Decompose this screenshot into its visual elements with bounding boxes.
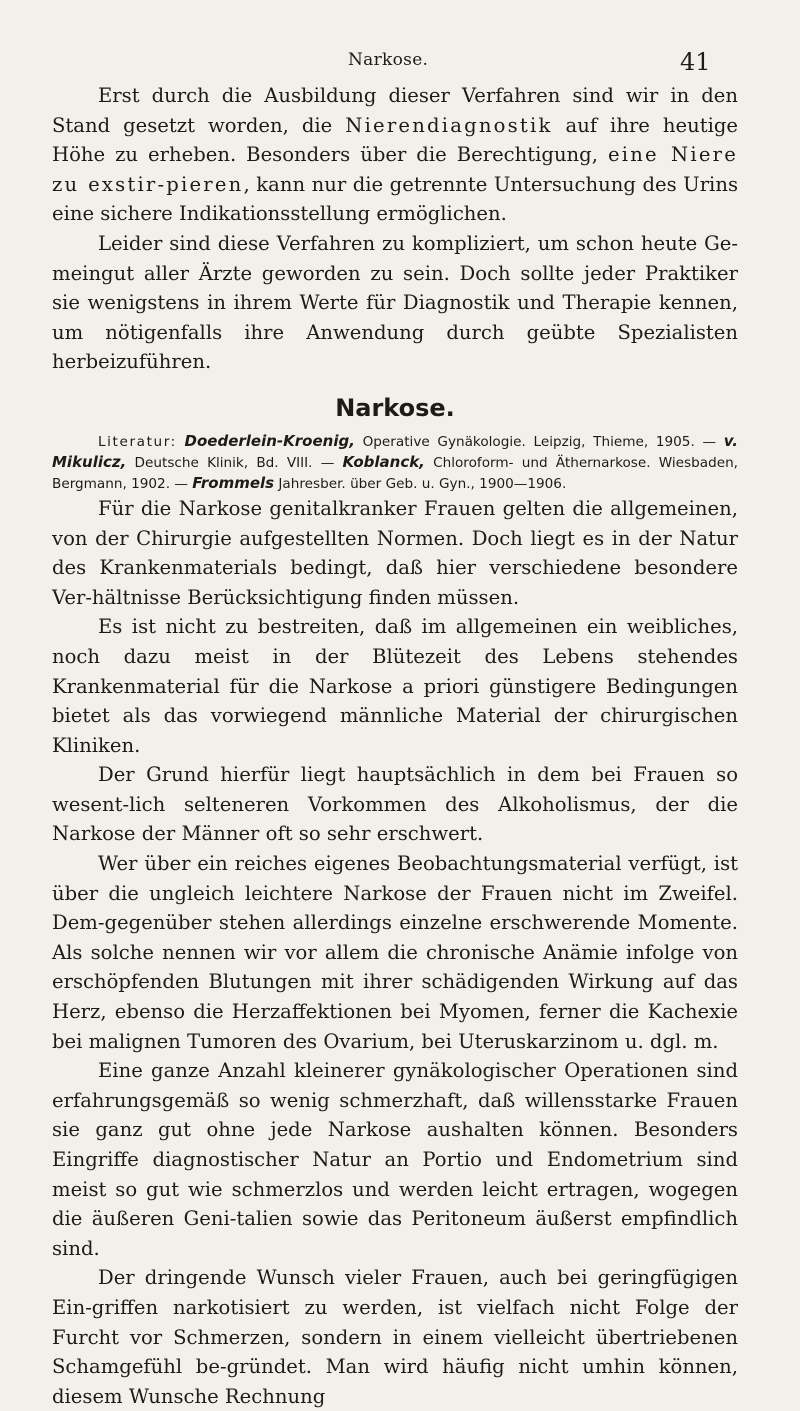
page-header [0, 46, 800, 80]
paragraph: Der Grund hierfür liegt hauptsächlich in dem bei Frauen so wesent-lich selteneren Vorkommen des Alkoholismus, der die Narkose der Männer oft so sehr erschwert. [52, 763, 738, 846]
literature-reference: Operative Gynäkologie. Leipzig, Thieme, 1905. — [354, 433, 724, 450]
text-run: Erst durch die Ausbildung dieser Verfahren sind wir in den Stand gesetzt worden, die [52, 84, 738, 137]
literature-reference: Deutsche Klinik, Bd. VIII. — [126, 454, 343, 471]
text-run: auf ihre heutige Höhe zu erheben. Besonders über die Berechtigung, [52, 113, 738, 167]
section-heading: Narkose. [335, 393, 455, 422]
paragraph-intro-1 [52, 81, 738, 229]
paragraph: Für die Narkose genitalkranker Frauen gelten die allgemeinen, von der Chirurgie aufgestellten Normen. Doch liegt es in der Natur des Krankenmaterials bedingt, daß hier verschiedene besondere Ver-hältnisse Berücksichtigung finden müssen. [52, 496, 738, 609]
spaced-term: eine Niere zu exstir-pieren [52, 143, 738, 196]
paragraph: Eine ganze Anzahl kleinerer gynäkologischer Operationen sind erfahrungsgemäß so wenig schmerzhaft, daß willensstarke Frauen sie ganz gut ohne jede Narkose aushalten können. Besonders Eingriffe diagnostischer Natur an Portio und Endometrium sind meist so gut wie schmerzlos und werden leicht ertragen, wogegen die äußeren Geni-talien sowie das Peritoneum äußerst empfindlich sind. [52, 1059, 738, 1260]
spaced-term: Nierendiagnostik [345, 113, 553, 137]
paragraph: Der dringende Wunsch vieler Frauen, auch bei geringfügigen Ein-griffen narkotisiert zu werden, ist vielfach nicht Folge der Furcht vor Schmerzen, sondern in einem vielleicht übertriebenen Schamgefühl be-gründet. Man wird häufig nicht umhin können, diesem Wunsche Rechnung [52, 1266, 738, 1408]
literature-reference: Chloroform- und Äthernarkose. Wiesbaden, Bergmann, 1902. — [52, 454, 739, 492]
page-number: 41 [680, 48, 711, 76]
literature-author: Frommels [192, 473, 275, 492]
literature-author: Koblanck, [342, 452, 425, 471]
literature-author: v. Mikulicz, [52, 431, 739, 471]
running-title: Narkose. [348, 50, 429, 70]
literature-reference: Jahresber. über Geb. u. Gyn., 1900—1906. [274, 475, 567, 492]
paragraph: Es ist nicht zu bestreiten, daß im allgemeinen ein weibliches, noch dazu meist in der Blütezeit des Lebens stehendes Krankenmaterial für die Narkose a priori günstigere Bedingungen bietet als das vorwiegend männliche Material der chirurgischen Kliniken. [52, 615, 738, 757]
body-text [52, 81, 738, 1411]
paragraph-intro-2: Leider sind diese Verfahren zu kompliziert, um schon heute Ge-meingut aller Ärzte geworden zu sein. Doch sollte jeder Praktiker sie wenigstens in ihrem Werte für Diagnostik und Therapie kennen, um nötigenfalls ihre Anwendung durch geübte Spezialisten herbeizuführen. [52, 231, 738, 374]
paragraph: Wer über ein reiches eigenes Beobachtungsmaterial verfügt, ist über die ungleich leichtere Narkose der Frauen nicht im Zweifel. Dem-gegenüber stehen allerdings einzelne erschwerende Momente. Als solche nennen wir vor allem die chronische Anämie infolge von erschöpfenden Blutungen mit ihrer schädigenden Wirkung auf das Herz, ebenso die Herzaffektionen bei Myomen, ferner die Kachexie bei malignen Tumoren des Ovarium, bei Uteruskarzinom u. dgl. m. [52, 852, 738, 1053]
literature-references [52, 431, 738, 494]
literature-label: Literatur: [98, 433, 177, 450]
text-run: , kann nur die getrennte Untersuchung des Urins eine sichere Indikationsstellung ermöglichen. [52, 172, 739, 226]
literature-author: Doederlein-Kroenig, [184, 431, 355, 450]
